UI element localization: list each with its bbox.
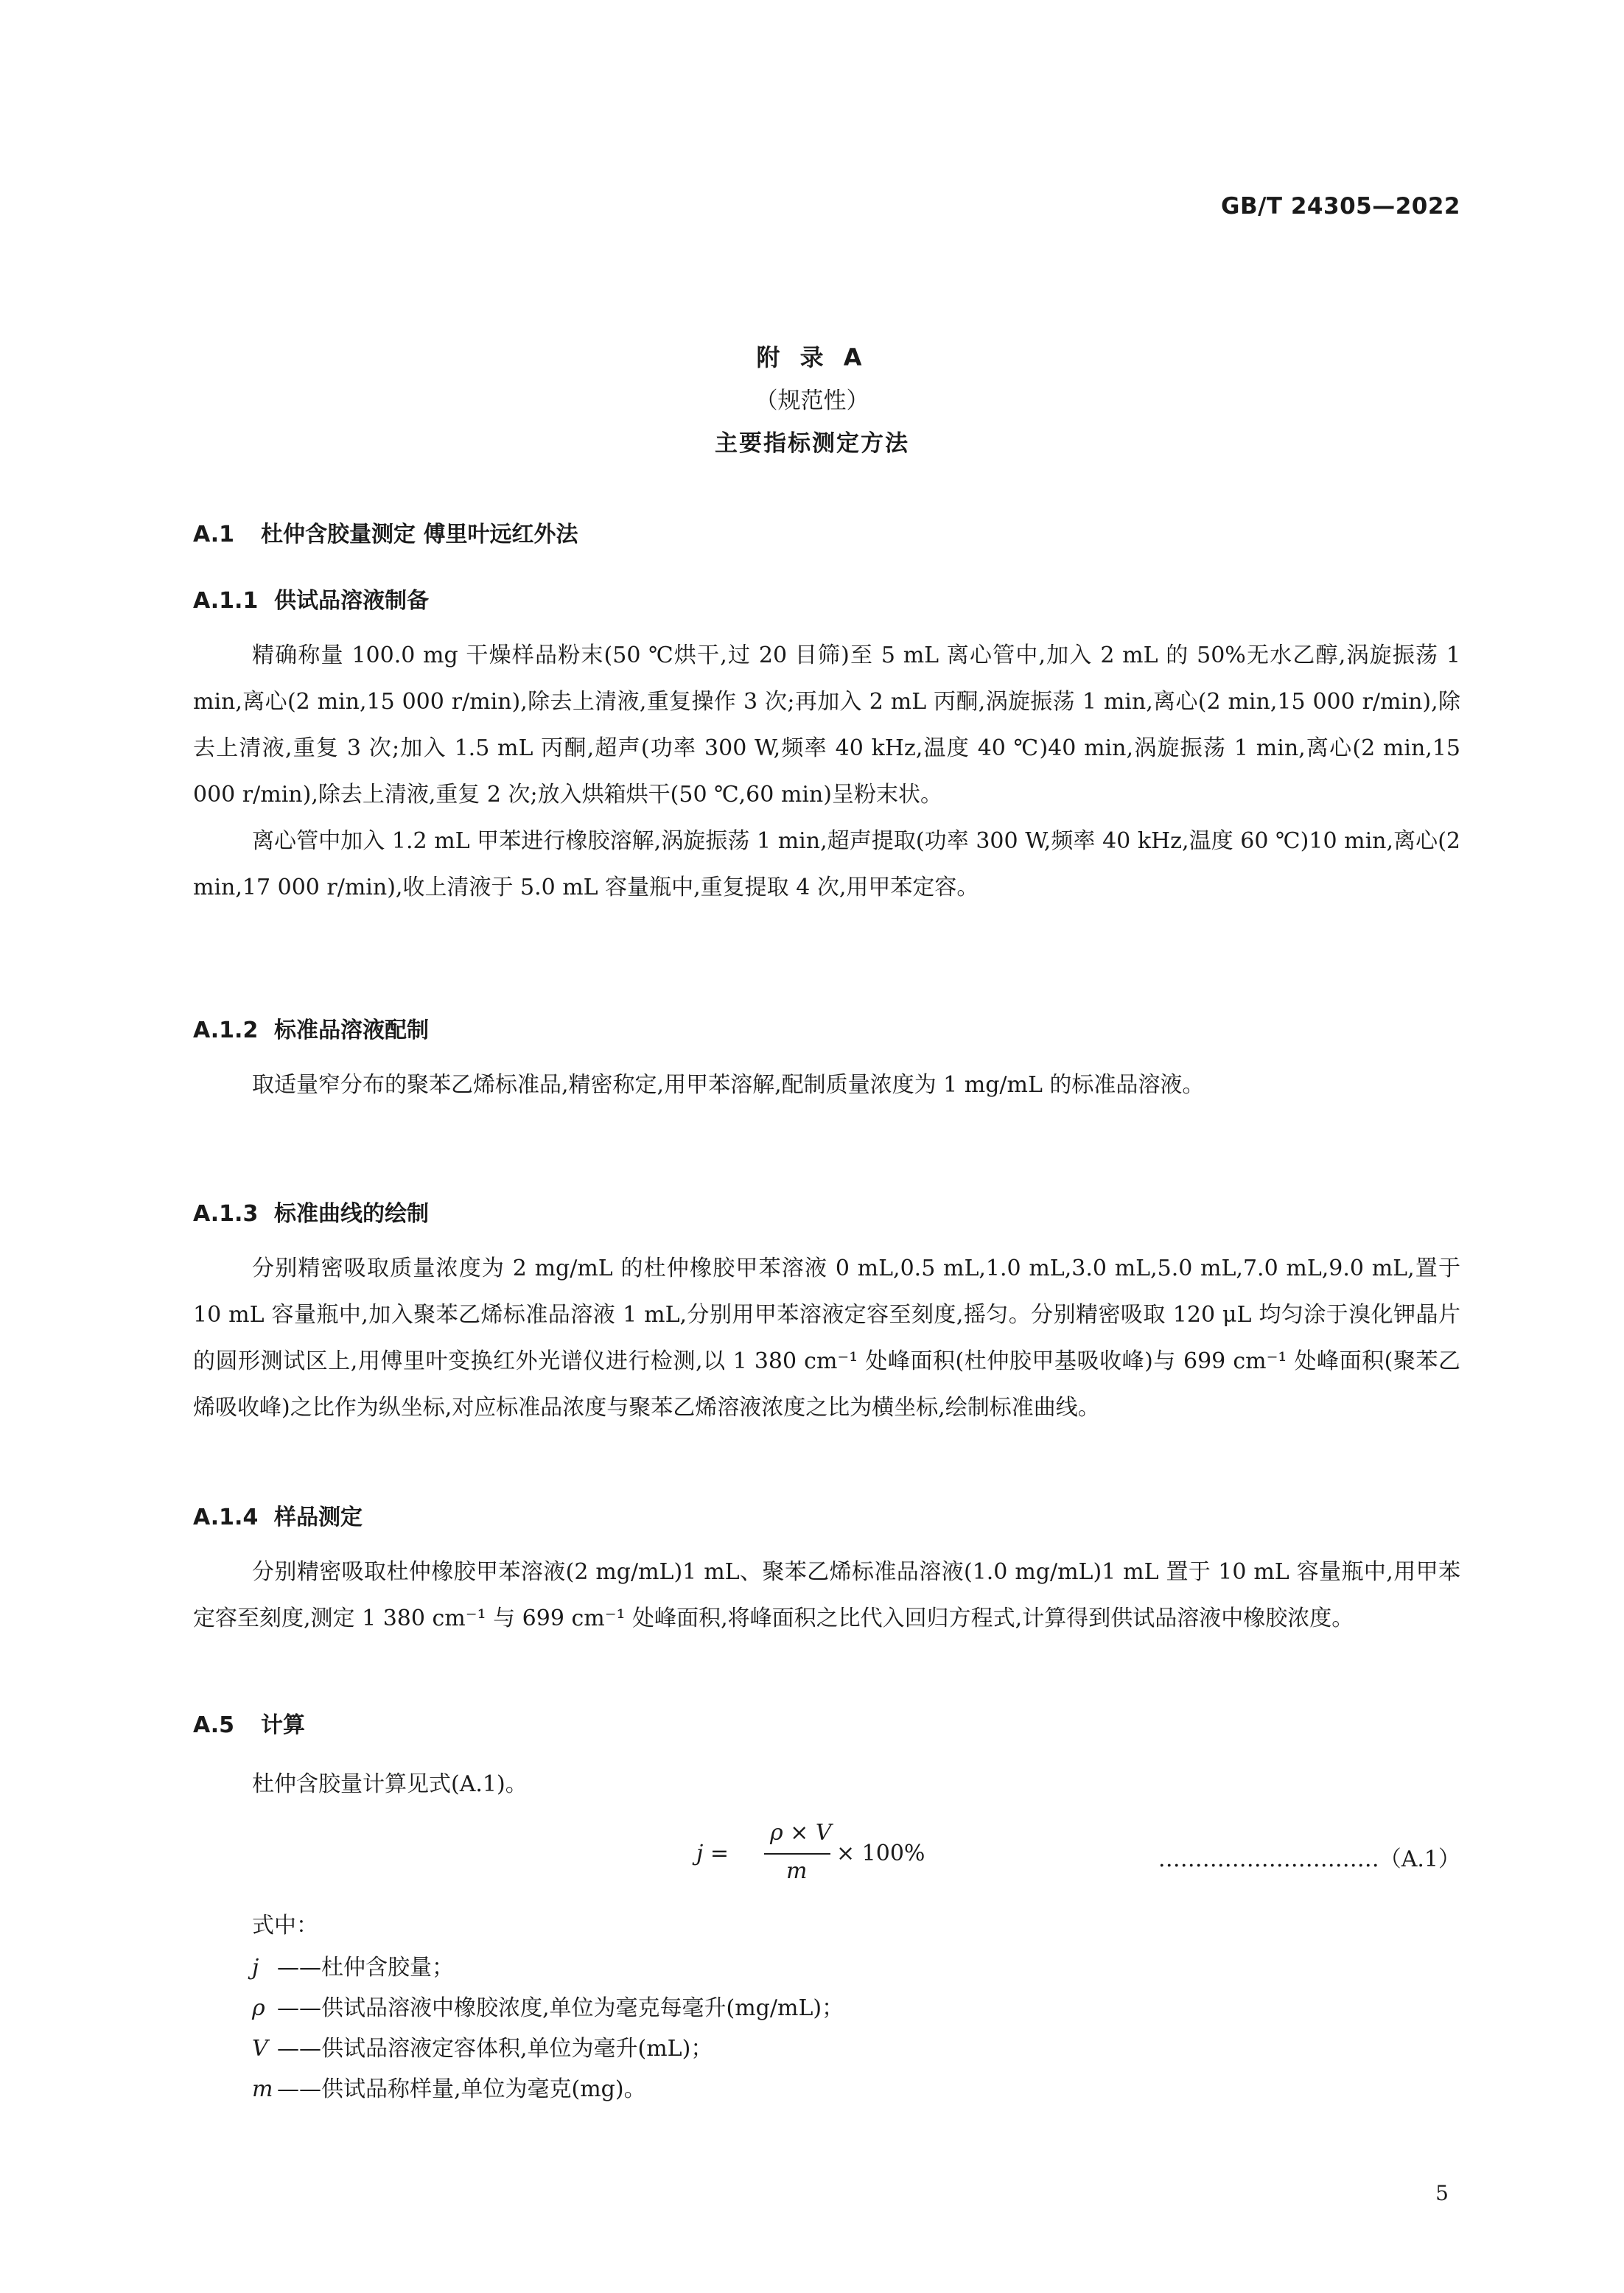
section-title: 计算 (261, 1712, 305, 1738)
variable-description: ——供试品溶液中橡胶浓度,单位为毫克每毫升(mg/mL)； (277, 1995, 844, 2021)
section-a12-body (193, 1062, 1460, 1108)
formula-lhs: j = (696, 1841, 729, 1866)
paragraph: 离心管中加入 1.2 mL 甲苯进行橡胶溶解,涡旋振荡 1 min,超声提取(功率 300 W,频率 40 kHz,温度 60 ℃)10 min,离心(2 min,17 000 r/min),收上清液于 5.0 mL 容量瓶中,重复提取 4 次,用甲苯定容。 (193, 828, 1460, 900)
section-a13-heading (193, 1195, 429, 1228)
formula-intro: 杜仲含胶量计算见式(A.1)。 (252, 1771, 528, 1797)
section-a11-heading (193, 582, 429, 615)
annex-title: 附 录 A (756, 343, 868, 371)
section-title: 标准曲线的绘制 (274, 1201, 429, 1227)
where-item (252, 1989, 844, 2022)
section-title: 样品测定 (274, 1505, 363, 1530)
variable-description: ——供试品称样量,单位为毫克(mg)。 (277, 2076, 646, 2102)
standard-number: GB/T 24305—2022 (1221, 193, 1460, 220)
variable-symbol: j (252, 1955, 259, 1981)
variable-symbol: m (252, 2076, 273, 2102)
section-a11-body (193, 632, 1460, 911)
section-a13-body (193, 1245, 1460, 1431)
where-item (252, 1949, 454, 1981)
annex-name: 主要指标测定方法 (715, 430, 909, 457)
section-number: A.1 (193, 522, 235, 547)
section-a1-heading (193, 516, 578, 548)
where-label: 式中： (252, 1913, 318, 1939)
section-number: A.1.3 (193, 1201, 259, 1227)
paragraph: 精确称量 100.0 mg 干燥样品粉末(50 ℃烘干,过 20 目筛)至 5 mL 离心管中,加入 2 mL 的 50%无水乙醇,涡旋振荡 1 min,离心(2 min,15 000 r/min),除去上清液,重复操作 3 次;再加入 2 mL 丙酮,涡旋振荡 1 min,离心(2 min,15 000 r/min),除去上清液,重复 3 次;加入 1.5 mL 丙酮,超声(功率 300 W,频率 40 kHz,温度 40 ℃)40 min,涡旋振荡 1 min,离心(2 min,15 000 r/min),除去上清液,重复 2 次;放入烘箱烘干(50 ℃,60 min)呈粉末状。 (193, 643, 1460, 808)
section-title: 供试品溶液制备 (274, 588, 429, 614)
fraction-bar (764, 1853, 830, 1855)
equation-reference: …………………………（A.1） (1158, 1846, 1460, 1872)
variable-description: ——杜仲含胶量； (277, 1955, 454, 1981)
section-a5-heading (193, 1706, 305, 1739)
paragraph: 取适量窄分布的聚苯乙烯标准品,精密称定,用甲苯溶解,配制质量浓度为 1 mg/mL 的标准品溶液。 (252, 1072, 1205, 1098)
section-number: A.1.4 (193, 1505, 259, 1530)
section-number: A.1.2 (193, 1018, 259, 1043)
variable-description: ——供试品溶液定容体积,单位为毫升(mL)； (277, 2036, 713, 2062)
section-number: A.5 (193, 1712, 235, 1738)
variable-symbol: V (252, 2036, 268, 2062)
variable-symbol: ρ (252, 1995, 265, 2021)
formula-a1 (696, 1820, 947, 1886)
paragraph: 分别精密吸取杜仲橡胶甲苯溶液(2 mg/mL)1 mL、聚苯乙烯标准品溶液(1.0 mg/mL)1 mL 置于 10 mL 容量瓶中,用甲苯定容至刻度,测定 1 380 cm⁻¹ 与 699 cm⁻¹ 处峰面积,将峰面积之比代入回归方程式,计算得到供试品溶液中橡胶浓度。 (193, 1559, 1460, 1631)
page-number: 5 (1435, 2181, 1449, 2205)
formula-numerator: ρ × V (770, 1820, 832, 1846)
section-number: A.1.1 (193, 588, 259, 614)
paragraph: 分别精密吸取质量浓度为 2 mg/mL 的杜仲橡胶甲苯溶液 0 mL,0.5 mL,1.0 mL,3.0 mL,5.0 mL,7.0 mL,9.0 mL,置于 10 mL 容量瓶中,加入聚苯乙烯标准品溶液 1 mL,分别用甲苯溶液定容至刻度,摇匀。分别精密吸取 120 μL 均匀涂于溴化钾晶片的圆形测试区上,用傅里叶变换红外光谱仪进行检测,以 1 380 cm⁻¹ 处峰面积(杜仲胶甲基吸收峰)与 699 cm⁻¹ 处峰面积(聚苯乙烯吸收峰)之比作为纵坐标,对应标准品浓度与聚苯乙烯溶液浓度之比为横坐标,绘制标准曲线。 (193, 1256, 1460, 1421)
section-a14-heading (193, 1499, 363, 1531)
annex-type: （规范性） (755, 388, 869, 414)
where-item (252, 2030, 713, 2062)
section-title: 杜仲含胶量测定 傅里叶远红外法 (261, 522, 578, 547)
section-a12-heading (193, 1012, 429, 1044)
section-title: 标准品溶液配制 (274, 1018, 429, 1043)
formula-denominator: m (786, 1858, 808, 1884)
where-item (252, 2070, 646, 2103)
formula-factor: × 100% (836, 1841, 925, 1866)
section-a14-body (193, 1549, 1460, 1642)
